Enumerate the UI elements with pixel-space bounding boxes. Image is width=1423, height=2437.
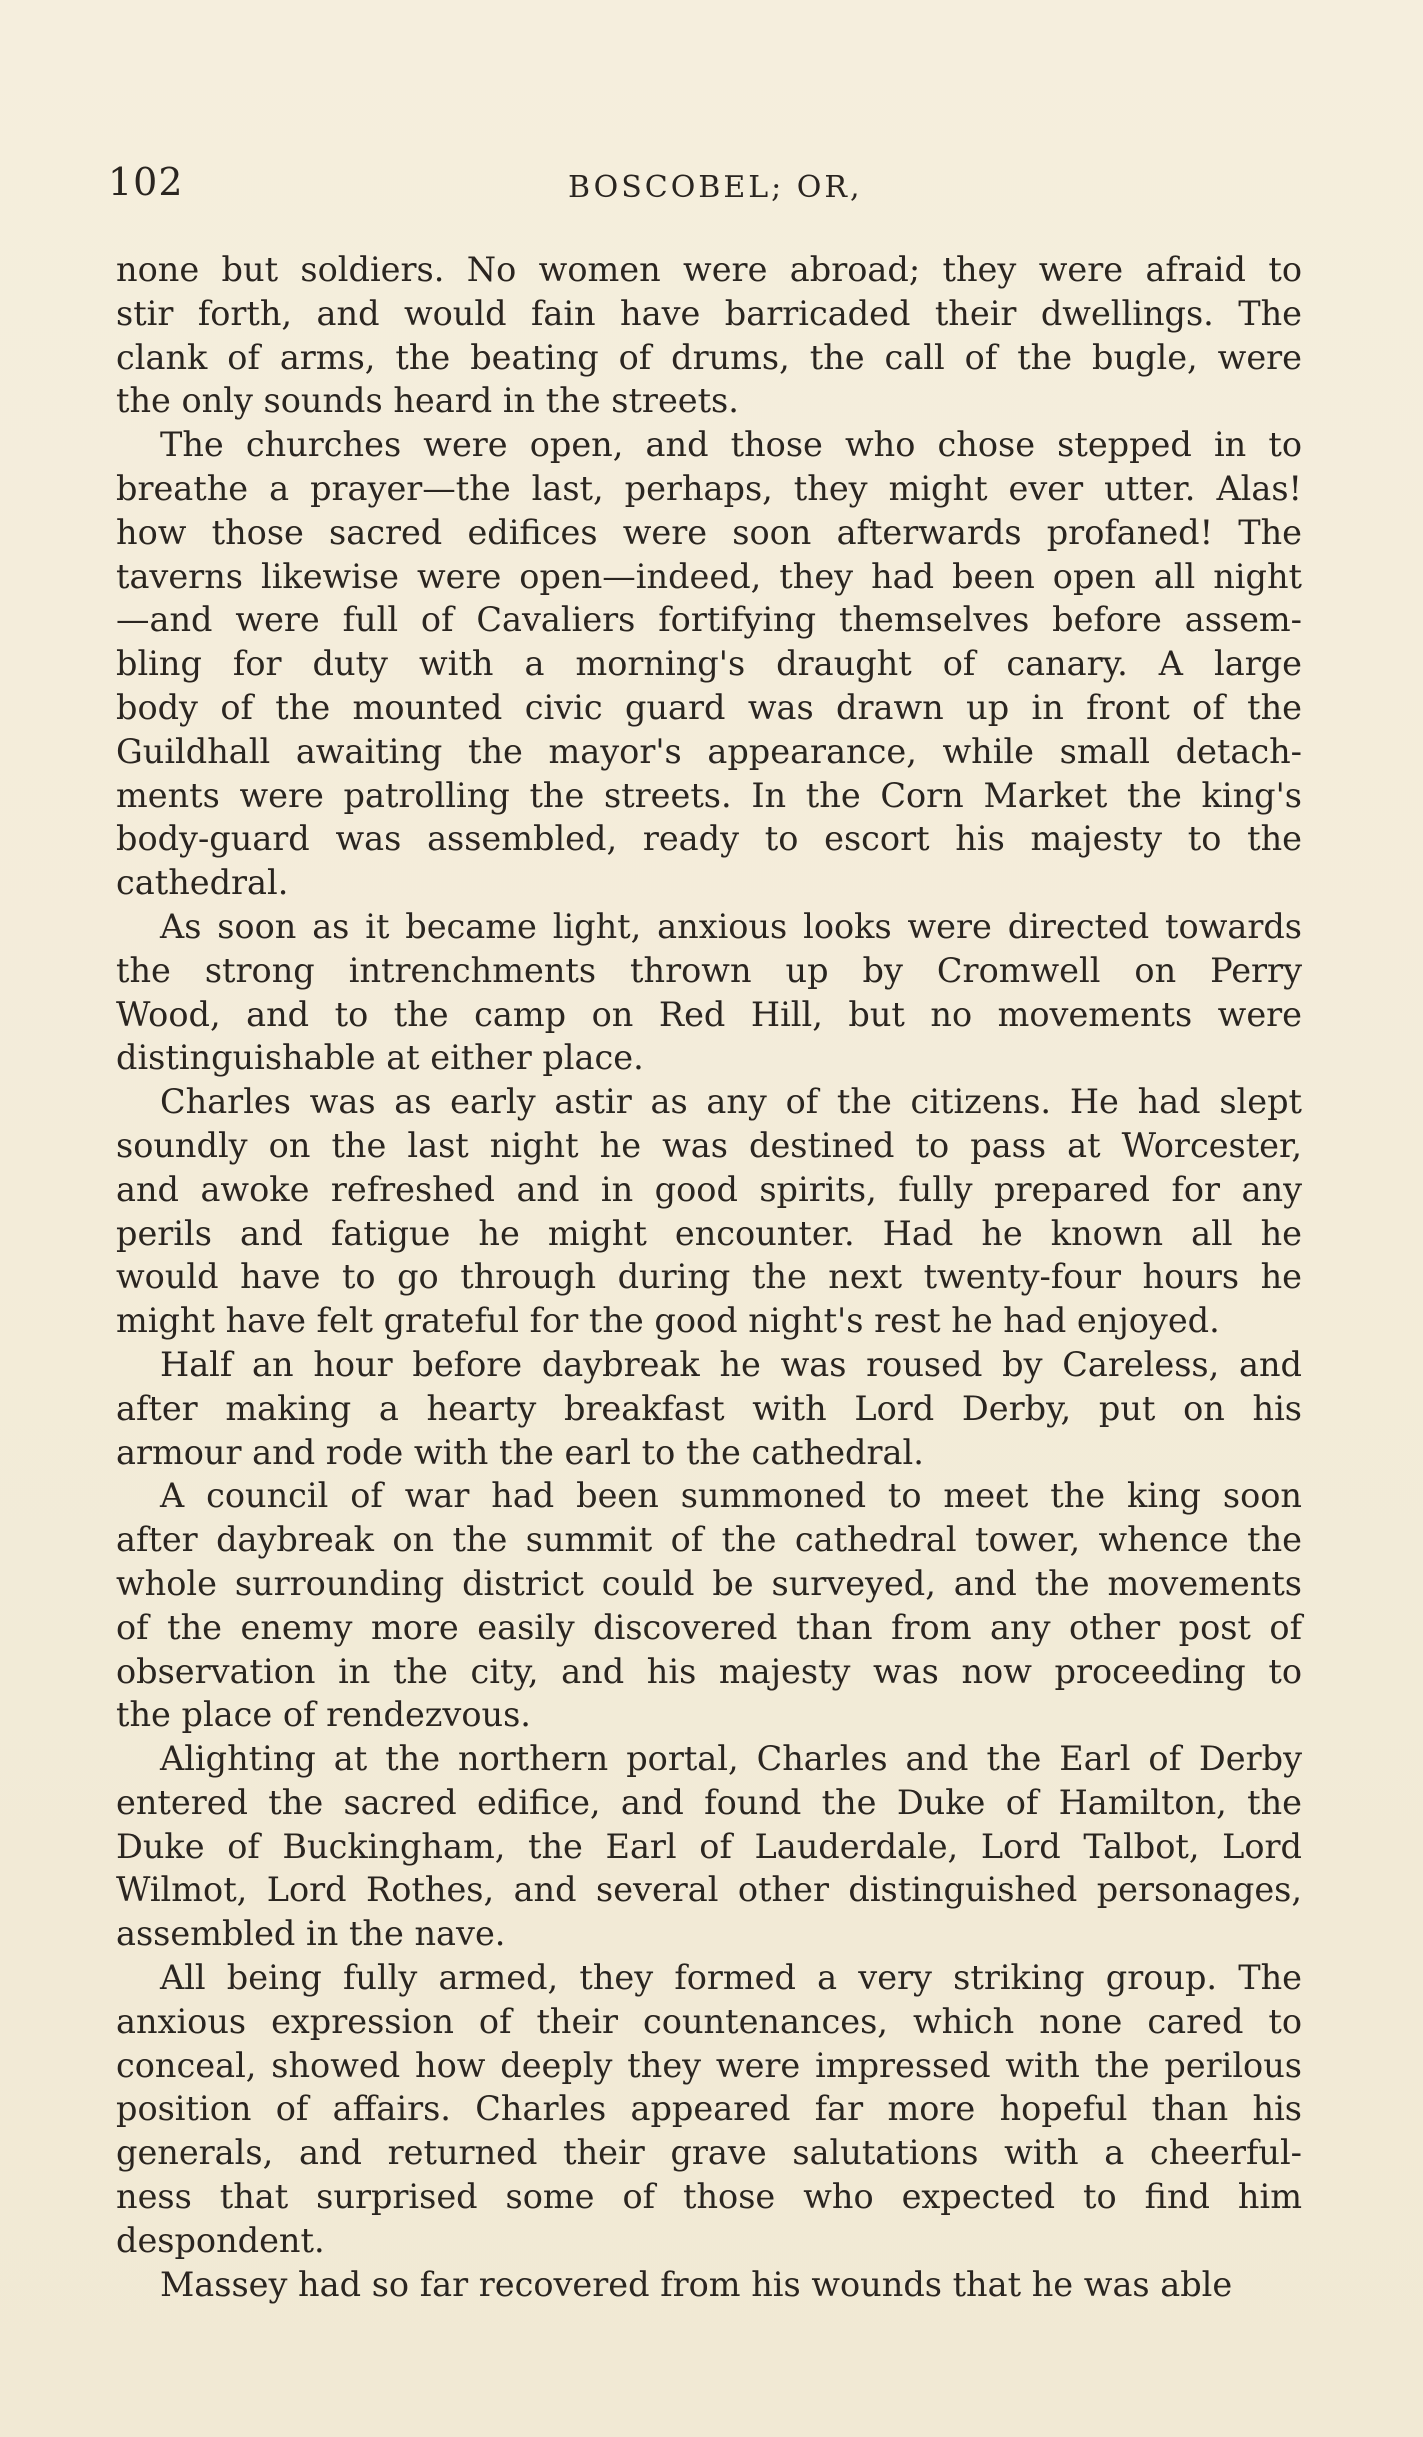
paragraph-start-line: All being fully armed, they formed a very striking group. The — [160, 1958, 1302, 1998]
paragraph-start-line: A council of war had been summoned to meet the king soon — [160, 1476, 1302, 1516]
text-line: clank of arms, the beating of drums, the call of the bugle, were — [116, 337, 1302, 377]
text-line: bling for duty with a morning's draught of canary. A large — [116, 644, 1302, 684]
text-line: body-guard was assembled, ready to escort his majesty to the — [116, 819, 1302, 859]
text-line: taverns likewise were open—indeed, they had been open all night — [116, 556, 1302, 596]
text-line: stir forth, and would fain have barricaded their dwellings. The — [116, 293, 1302, 333]
text-line: the strong intrenchments thrown up by Cromwell on Perry — [116, 950, 1302, 990]
text-line: how those sacred edifices were soon afterwards profaned! The — [116, 512, 1302, 552]
text-line: the place of rendezvous. — [116, 1695, 531, 1735]
page-header — [108, 160, 1288, 220]
text-line: distinguishable at either place. — [116, 1038, 644, 1078]
text-line: observation in the city, and his majesty was now proceeding to — [116, 1651, 1302, 1691]
text-line: after making a hearty breakfast with Lord Derby, put on his — [116, 1388, 1302, 1428]
text-line: and awoke refreshed and in good spirits, fully prepared for any — [116, 1169, 1302, 1209]
text-line: Wood, and to the camp on Red Hill, but no movements were — [116, 994, 1302, 1034]
text-line: conceal, showed how deeply they were impressed with the perilous — [116, 2045, 1302, 2085]
paragraph-start-line: As soon as it became light, anxious looks were directed towards — [160, 906, 1302, 946]
text-line: Wilmot, Lord Rothes, and several other distinguished personages, — [116, 1870, 1302, 1910]
text-line: soundly on the last night he was destined to pass at Worcester, — [116, 1125, 1302, 1165]
text-line: the only sounds heard in the streets. — [116, 381, 739, 421]
text-line: after daybreak on the summit of the cathedral tower, whence the — [116, 1520, 1302, 1560]
text-line: ments were patrolling the streets. In the Corn Market the king's — [116, 775, 1302, 815]
text-line: anxious expression of their countenances, which none cared to — [116, 2001, 1302, 2041]
text-line: might have felt grateful for the good night's rest he had enjoyed. — [116, 1301, 1220, 1341]
text-line: perils and fatigue he might encounter. Had he known all he — [116, 1213, 1302, 1253]
text-line: generals, and returned their grave salutations with a cheerful- — [116, 2133, 1302, 2173]
text-line: assembled in the nave. — [116, 1914, 506, 1954]
text-line: would have to go through during the next twenty-four hours he — [116, 1257, 1302, 1297]
paragraph-start-line: Massey had so far recovered from his wounds that he was able — [160, 2264, 1233, 2304]
text-line: ness that surprised some of those who expected to find him — [116, 2177, 1302, 2217]
body-text — [116, 248, 1302, 2306]
text-line: armour and rode with the earl to the cathedral. — [116, 1432, 924, 1472]
text-line: position of affairs. Charles appeared far more hopeful than his — [116, 2089, 1302, 2129]
text-line: body of the mounted civic guard was drawn up in front of the — [116, 687, 1302, 727]
paragraph-start-line: Half an hour before daybreak he was roused by Careless, and — [160, 1344, 1302, 1384]
text-line: Guildhall awaiting the mayor's appearance, while small detach- — [116, 731, 1302, 771]
paragraph-start-line: The churches were open, and those who chose stepped in to — [160, 425, 1302, 465]
text-line: of the enemy more easily discovered than from any other post of — [116, 1607, 1302, 1647]
page-number: 102 — [108, 160, 184, 204]
text-line: none but soldiers. No women were abroad; they were afraid to — [116, 250, 1302, 289]
paragraph-start-line: Charles was as early astir as any of the citizens. He had slept — [160, 1082, 1302, 1122]
text-line: despondent. — [116, 2220, 325, 2260]
text-line: —and were full of Cavaliers fortifying themselves before assem- — [116, 600, 1302, 640]
text-line: cathedral. — [116, 863, 289, 903]
paragraph-start-line: Alighting at the northern portal, Charles and the Earl of Derby — [160, 1739, 1302, 1779]
running-head: BOSCOBEL; OR, — [568, 170, 863, 205]
text-line: Duke of Buckingham, the Earl of Lauderdale, Lord Talbot, Lord — [116, 1826, 1302, 1866]
text-line: whole surrounding district could be surveyed, and the movements — [116, 1563, 1302, 1603]
text-line: entered the sacred edifice, and found the Duke of Hamilton, the — [116, 1782, 1302, 1822]
text-line: breathe a prayer—the last, perhaps, they might ever utter. Alas! — [116, 468, 1302, 508]
